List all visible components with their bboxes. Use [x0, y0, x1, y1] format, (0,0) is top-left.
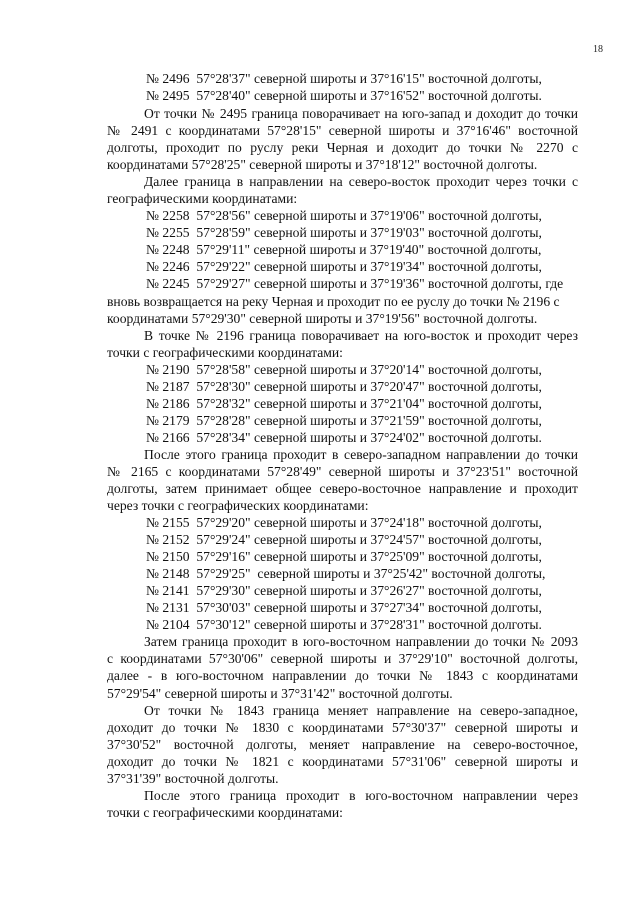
coordinate-line: № 2150 57°29'16" северной широты и 37°25'09" восточной долготы,: [146, 549, 542, 564]
coordinate-line: № 2141 57°29'30" северной широты и 37°26'27" восточной долготы,: [146, 583, 542, 598]
text-line: доходит до точки № 1830 с координатами 57°30'37" северной широты и: [107, 720, 578, 735]
text-line: долготы, затем принимает общее северо-восточное направление и проходит: [107, 481, 578, 496]
text-line: Далее граница в направлении на северо-восток проходит через точки с: [144, 174, 578, 189]
text-line: координатами 57°29'30" северной широты и 37°19'56" восточной долготы.: [107, 311, 538, 326]
text-line: доходит до точки № 1821 с координатами 57°31'06" северной широты и: [107, 754, 578, 769]
coordinate-line: № 2155 57°29'20" северной широты и 37°24'18" восточной долготы,: [146, 515, 542, 530]
text-line: координатами 57°28'25" северной широты и 37°18'12" восточной долготы.: [107, 157, 538, 172]
text-line: 37°31'39" восточной долготы.: [107, 771, 279, 786]
text-line: Затем граница проходит в юго-восточном направлении до точки № 2093: [144, 634, 578, 649]
coordinate-line: № 2131 57°30'03" северной широты и 37°27'34" восточной долготы,: [146, 600, 542, 615]
text-line: № 2491 с координатами 57°28'15" северной широты и 37°16'46" восточной: [107, 123, 578, 138]
coordinate-line: № 2152 57°29'24" северной широты и 37°24'57" восточной долготы,: [146, 532, 542, 547]
text-line: с координатами 57°30'06" северной широты и 37°29'10" восточной долготы,: [107, 651, 578, 666]
text-line: 37°30'52" восточной долготы, меняет направление на северо-восточное,: [107, 737, 578, 752]
coordinate-line: № 2248 57°29'11" северной широты и 37°19'40" восточной долготы,: [146, 242, 542, 257]
text-line: 57°29'54" северной широты и 37°31'42" восточной долготы.: [107, 686, 453, 701]
coordinate-line: № 2496 57°28'37" северной широты и 37°16'15" восточной долготы,: [146, 71, 542, 86]
coordinate-line: № 2495 57°28'40" северной широты и 37°16'52" восточной долготы.: [146, 88, 542, 103]
text-line: долготы, проходит по руслу реки Черная и доходит до точки № 2270 с: [107, 140, 578, 155]
text-line: От точки № 1843 граница меняет направление на северо-западное,: [144, 703, 578, 718]
coordinate-line: № 2104 57°30'12" северной широты и 37°28'31" восточной долготы.: [146, 617, 542, 632]
coordinate-line: № 2255 57°28'59" северной широты и 37°19'03" восточной долготы,: [146, 225, 542, 240]
coordinate-line: № 2166 57°28'34" северной широты и 37°24'02" восточной долготы.: [146, 430, 542, 445]
text-line: географическими координатами:: [107, 191, 298, 206]
text-line: точки с географическими координатами:: [107, 805, 343, 820]
text-line: через точки с географических координатами:: [107, 498, 369, 513]
text-line: точки с географическими координатами:: [107, 345, 343, 360]
page-number: 18: [593, 44, 603, 55]
coordinate-line: № 2186 57°28'32" северной широты и 37°21'04" восточной долготы,: [146, 396, 542, 411]
text-line: вновь возвращается на реку Черная и проходит по ее руслу до точки № 2196 с: [107, 294, 560, 309]
text-line: далее - в юго-восточном направлении до точки № 1843 с координатами: [107, 668, 578, 683]
text-line: № 2165 с координатами 57°28'49" северной широты и 37°23'51" восточной: [107, 464, 578, 479]
text-line: От точки № 2495 граница поворачивает на юго-запад и доходит до точки: [144, 106, 578, 121]
coordinate-line: № 2148 57°29'25" северной широты и 37°25'42" восточной долготы,: [146, 566, 546, 581]
coordinate-line: № 2187 57°28'30" северной широты и 37°20'47" восточной долготы,: [146, 379, 542, 394]
text-line: После этого граница проходит в юго-восточном направлении через: [144, 788, 578, 803]
coordinate-line: № 2258 57°28'56" северной широты и 37°19'06" восточной долготы,: [146, 208, 542, 223]
coordinate-line: № 2245 57°29'27" северной широты и 37°19'36" восточной долготы, где: [146, 276, 564, 291]
coordinate-line: № 2179 57°28'28" северной широты и 37°21'59" восточной долготы,: [146, 413, 542, 428]
text-line: После этого граница проходит в северо-западном направлении до точки: [144, 447, 578, 462]
coordinate-line: № 2246 57°29'22" северной широты и 37°19'34" восточной долготы,: [146, 259, 542, 274]
text-line: В точке № 2196 граница поворачивает на юго-восток и проходит через: [144, 328, 578, 343]
coordinate-line: № 2190 57°28'58" северной широты и 37°20'14" восточной долготы,: [146, 362, 542, 377]
